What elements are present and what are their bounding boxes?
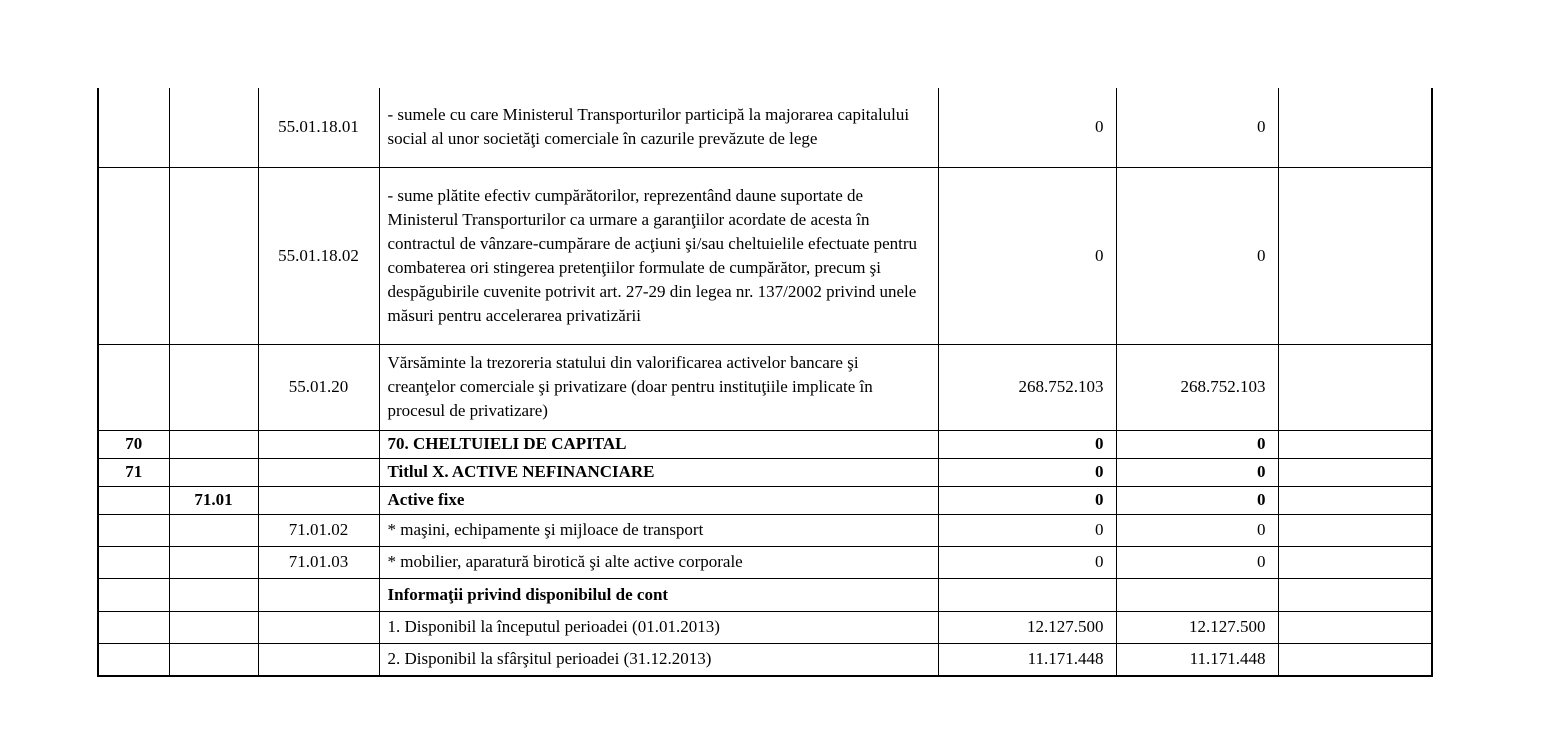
subchapter-cell	[169, 514, 258, 546]
value-cell-2	[1116, 578, 1278, 611]
value-cell-3	[1278, 578, 1432, 611]
code-cell: 55.01.18.02	[258, 167, 379, 344]
value-cell-3	[1278, 88, 1432, 167]
chapter-cell	[98, 643, 169, 676]
table-row	[98, 344, 1432, 430]
subchapter-cell	[169, 611, 258, 643]
value-cell-1: 0	[938, 546, 1116, 578]
description-cell: Informaţii privind disponibilul de cont	[379, 578, 938, 611]
chapter-cell	[98, 486, 169, 514]
subchapter-cell	[169, 546, 258, 578]
value-cell-1	[938, 578, 1116, 611]
code-cell: 71.01.02	[258, 514, 379, 546]
value-cell-2: 0	[1116, 430, 1278, 458]
chapter-cell	[98, 514, 169, 546]
description-cell: 1. Disponibil la începutul perioadei (01.01.2013)	[379, 611, 938, 643]
subchapter-cell	[169, 167, 258, 344]
code-cell: 71.01.03	[258, 546, 379, 578]
value-cell-1: 0	[938, 88, 1116, 167]
value-cell-2: 12.127.500	[1116, 611, 1278, 643]
description-cell: - sumele cu care Ministerul Transporturilor participă la majorarea capitalului social al unor societăţi comerciale în cazurile prevăzute de lege	[379, 88, 938, 167]
chapter-cell	[98, 167, 169, 344]
code-cell: 55.01.18.01	[258, 88, 379, 167]
chapter-cell	[98, 578, 169, 611]
subchapter-cell	[169, 430, 258, 458]
chapter-cell	[98, 546, 169, 578]
subchapter-cell	[169, 643, 258, 676]
value-cell-2: 0	[1116, 88, 1278, 167]
table-row	[98, 486, 1432, 514]
value-cell-3	[1278, 643, 1432, 676]
value-cell-2: 0	[1116, 514, 1278, 546]
value-cell-1: 0	[938, 458, 1116, 486]
chapter-cell: 71	[98, 458, 169, 486]
chapter-cell: 70	[98, 430, 169, 458]
value-cell-2: 0	[1116, 546, 1278, 578]
description-cell: - sume plătite efectiv cumpărătorilor, reprezentând daune suportate de Ministerul Transporturilor ca urmare a garanţiilor acordate de acesta în contractul de vânzare-cumpărare de acţiuni şi/sau cheltuielile efectuate pentru combaterea ori stingerea pretenţiilor formulate de cumpărător, precum şi despăgubirile cuvenite potrivit art. 27-29 din legea nr. 137/2002 privind unele măsuri pentru accelerarea privatizării	[379, 167, 938, 344]
subchapter-cell: 71.01	[169, 486, 258, 514]
budget-table-body	[98, 88, 1432, 676]
table-row	[98, 458, 1432, 486]
code-cell	[258, 486, 379, 514]
code-cell	[258, 611, 379, 643]
description-cell: Active fixe	[379, 486, 938, 514]
table-row	[98, 611, 1432, 643]
table-row	[98, 578, 1432, 611]
value-cell-1: 0	[938, 514, 1116, 546]
value-cell-2: 0	[1116, 458, 1278, 486]
value-cell-3	[1278, 344, 1432, 430]
value-cell-1: 0	[938, 167, 1116, 344]
code-cell	[258, 578, 379, 611]
description-cell: 2. Disponibil la sfârşitul perioadei (31.12.2013)	[379, 643, 938, 676]
value-cell-3	[1278, 458, 1432, 486]
value-cell-3	[1278, 514, 1432, 546]
value-cell-2: 268.752.103	[1116, 344, 1278, 430]
subchapter-cell	[169, 458, 258, 486]
value-cell-2: 0	[1116, 486, 1278, 514]
description-cell: Titlul X. ACTIVE NEFINANCIARE	[379, 458, 938, 486]
value-cell-3	[1278, 611, 1432, 643]
chapter-cell	[98, 88, 169, 167]
subchapter-cell	[169, 344, 258, 430]
table-row	[98, 167, 1432, 344]
description-cell: Vărsăminte la trezoreria statului din valorificarea activelor bancare şi creanţelor comerciale şi privatizare (doar pentru instituţiile implicate în procesul de privatizare)	[379, 344, 938, 430]
table-row	[98, 430, 1432, 458]
description-cell: * mobilier, aparatură birotică şi alte active corporale	[379, 546, 938, 578]
value-cell-2: 11.171.448	[1116, 643, 1278, 676]
value-cell-1: 12.127.500	[938, 611, 1116, 643]
value-cell-1: 11.171.448	[938, 643, 1116, 676]
chapter-cell	[98, 344, 169, 430]
value-cell-3	[1278, 430, 1432, 458]
budget-table	[97, 88, 1433, 677]
code-cell: 55.01.20	[258, 344, 379, 430]
value-cell-2: 0	[1116, 167, 1278, 344]
chapter-cell	[98, 611, 169, 643]
table-row	[98, 88, 1432, 167]
value-cell-1: 0	[938, 486, 1116, 514]
value-cell-1: 268.752.103	[938, 344, 1116, 430]
code-cell	[258, 643, 379, 676]
value-cell-3	[1278, 486, 1432, 514]
value-cell-3	[1278, 546, 1432, 578]
table-row	[98, 643, 1432, 676]
description-cell: 70. CHELTUIELI DE CAPITAL	[379, 430, 938, 458]
description-cell: * maşini, echipamente şi mijloace de transport	[379, 514, 938, 546]
table-row	[98, 514, 1432, 546]
value-cell-1: 0	[938, 430, 1116, 458]
code-cell	[258, 458, 379, 486]
subchapter-cell	[169, 578, 258, 611]
code-cell	[258, 430, 379, 458]
table-row	[98, 546, 1432, 578]
subchapter-cell	[169, 88, 258, 167]
value-cell-3	[1278, 167, 1432, 344]
